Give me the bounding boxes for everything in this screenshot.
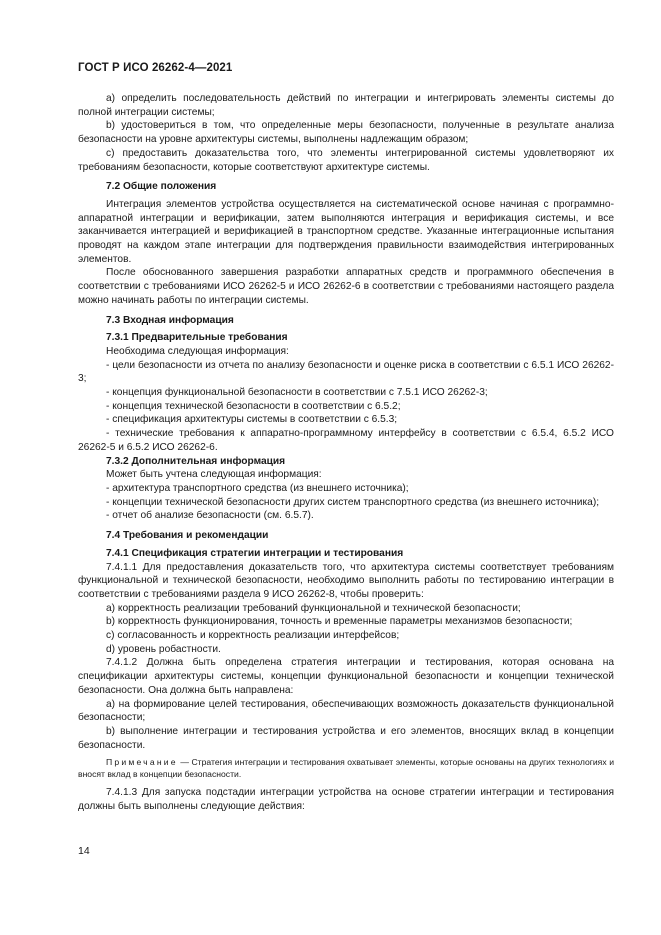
- list-item: d) уровень робастности.: [106, 643, 221, 655]
- list-item: a) на формирование целей тестирования, обеспечивающих возможность доказательств функциональной безопасности;: [78, 698, 614, 724]
- document-header: ГОСТ Р ИСО 26262-4—2021: [78, 62, 233, 74]
- section-7-2-para-2: После обоснованного завершения разработки аппаратных средств и программного обеспечения в соответствии с требованиями ИСО 26262-5 и ИСО 26262-6 в соответствии с требованиями настоящего раздела можно начинать работы по интеграции системы.: [78, 267, 614, 306]
- section-7-3-1-heading: 7.3.1 Предварительные требования: [106, 332, 288, 344]
- list-item: - спецификация архитектуры системы в соответствии с 6.5.3;: [106, 414, 398, 426]
- section-7-2-para-1: Интеграция элементов устройства осуществляется на систематической основе начиная с программно-аппаратной интеграции и верификации, затем выполняются интеграция и верификация системы, и все заканчивается интеграцией и верификацией в транспортном средстве. Указанные интеграционные испытания проводят на каждом этапе интеграции для подтверждения правильности взаимодействия интегрированных элементов.: [78, 198, 614, 265]
- list-item: c) согласованность и корректность реализации интерфейсов;: [106, 630, 400, 642]
- section-7-3-heading: 7.3 Входная информация: [106, 314, 234, 326]
- list-item: a) корректность реализации требований функциональной и технической безопасности;: [106, 602, 521, 614]
- intro-item-c: c) предоставить доказательства того, что элементы интегрированной системы удовлетворяют их требованиям безопасности, которые соответствуют архитектуре системы.: [78, 147, 614, 173]
- list-item: b) выполнение интеграции и тестирования устройства и его элементов, вносящих вклад в концепции безопасности.: [78, 725, 614, 751]
- list-item: - цели безопасности из отчета по анализу безопасности и оценке риска в соответствии с 6.5.1 ИСО 26262-3;: [78, 359, 614, 385]
- section-7-3-2-lead: Может быть учтена следующая информация:: [106, 469, 322, 481]
- list-item: b) корректность функционирования, точность и временные параметры механизмов безопасности;: [106, 616, 573, 628]
- list-item: - отчет об анализе безопасности (см. 6.5.7).: [106, 510, 314, 522]
- page-body: [78, 92, 614, 813]
- section-7-2-heading: 7.2 Общие положения: [106, 181, 217, 193]
- section-7-3-2-heading: 7.3.2 Дополнительная информация: [106, 455, 286, 467]
- intro-item-a: a) определить последовательность действий по интеграции и интегрировать элементы системы до полной интеграции системы;: [78, 93, 614, 118]
- list-item: - технические требования к аппаратно-программному интерфейсу в соответствии с 6.5.4, 6.5.2 ИСО 26262-5 и 6.5.2 ИСО 26262-6.: [78, 428, 614, 453]
- clause-7-4-1-3: 7.4.1.3 Для запуска подстадии интеграции устройства на основе стратегии интеграции и тестирования должны быть выполнены следующие действия:: [78, 786, 614, 812]
- list-item: - архитектура транспортного средства (из внешнего источника);: [106, 482, 409, 494]
- clause-7-4-1-1: 7.4.1.1 Для предоставления доказательств того, что архитектура системы соответствует требованиям функциональной и технической безопасности, необходимо выполнить работы по тестированию интеграции в соответствии с требованиями раздела 9 ИСО 26262-8, чтобы проверить:: [78, 561, 614, 600]
- section-7-3-1-lead: Необходима следующая информация:: [106, 345, 289, 357]
- section-7-4-heading: 7.4 Требования и рекомендации: [106, 530, 269, 542]
- note-text: — Стратегия интеграции и тестирования охватывает элементы, которые основаны на других технологиях и вносят вклад в концепции безопасности.: [78, 757, 614, 780]
- list-item: - концепция функциональной безопасности в соответствии с 7.5.1 ИСО 26262-3;: [106, 387, 488, 399]
- list-item: - концепции технической безопасности других систем транспортного средства (из внешнего источника);: [106, 496, 600, 508]
- intro-item-b: b) удостовериться в том, что определенные меры безопасности, полученные в результате анализа безопасности на уровне архитектуры системы, выполнены надлежащим образом;: [78, 120, 614, 146]
- section-7-4-1-heading: 7.4.1 Спецификация стратегии интеграции и тестирования: [106, 547, 404, 559]
- note-label: Примечание: [106, 757, 178, 768]
- note: [78, 757, 614, 781]
- page-number: 14: [78, 845, 90, 857]
- list-item: - концепция технической безопасности в соответствии с 6.5.2;: [106, 400, 401, 412]
- clause-7-4-1-2: 7.4.1.2 Должна быть определена стратегия интеграции и тестирования, которая основана на спецификации архитектуры системы, концепции функциональной безопасности и концепции технической безопасности. Она должна быть направлена:: [78, 657, 614, 696]
